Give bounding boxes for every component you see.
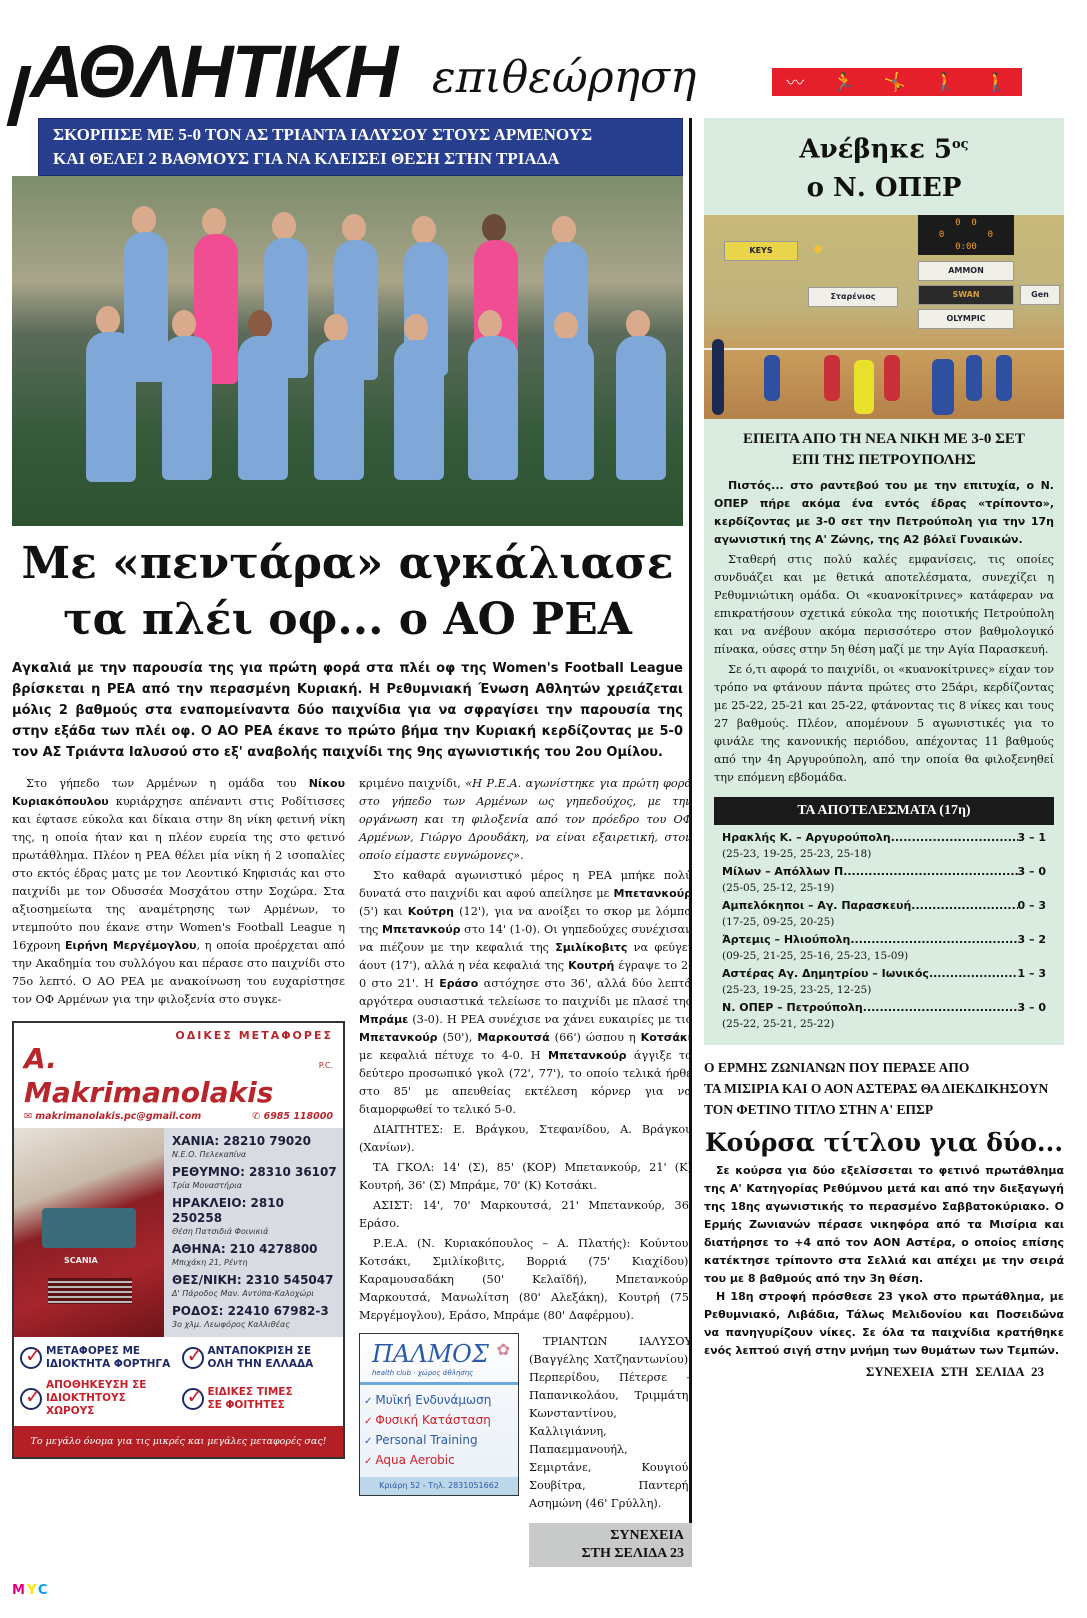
article-column-1-wrap bbox=[12, 775, 345, 1459]
gym-header bbox=[360, 1334, 518, 1385]
result-row bbox=[722, 999, 1046, 1016]
office-entry bbox=[172, 1165, 337, 1191]
check-icon: ✓ bbox=[364, 1396, 373, 1407]
truck-windshield bbox=[42, 1208, 136, 1248]
name-highlight: Κοτσάκι bbox=[640, 1031, 692, 1044]
volley-player bbox=[764, 355, 780, 401]
continued-label: ΣΥΝΕΧΕΙΑ bbox=[610, 1528, 684, 1543]
feature-line: ΑΝΤΑΠΟΚΡΙΣΗ ΣΕ bbox=[207, 1345, 312, 1357]
player bbox=[238, 336, 288, 480]
text-run: έγραψε το 2-0 στο 21'. Η bbox=[359, 959, 692, 990]
office-entry bbox=[172, 1242, 337, 1268]
article-paragraph bbox=[12, 775, 345, 1009]
dot-leader bbox=[891, 829, 1018, 846]
office-phone: ΡΟΔΟΣ: 22410 67982-3 bbox=[172, 1304, 329, 1318]
continued-box bbox=[529, 1523, 692, 1567]
text-run: κριμένο παιχνίδι, bbox=[359, 777, 466, 790]
result-score: 1 – 3 bbox=[1017, 966, 1046, 980]
player-head bbox=[96, 306, 120, 334]
text-run: άγγιξε το δεύτερο προσωπικό γκολ (72', 77'), το οποίο τελικά ήρθε στο 85' με απευθείας εκτέλεση κόρνερ για να διαμορφωθεί το τελικό 5-0. bbox=[359, 1049, 692, 1116]
result-sets: (25-23, 19-25, 23-25, 12-25) bbox=[722, 983, 872, 996]
feature-line: ΕΙΔΙΚΕΣ ΤΙΜΕΣ bbox=[207, 1385, 293, 1398]
result-score: 0 – 3 bbox=[1017, 898, 1046, 912]
text-run: κυριάρχησε απέναντι στις Ροδίτισσες και έφτασε εύκολα και δίκαια στην 8η νίκη φετινή νίκη της, η οποία ήταν και η πλέον ευρεία της στο φετινό πρωτάθλημα. Πλέον η ΡΕΑ θέλει μία νίκη ή 2 ισοπαλίες στο εκτός έδρας ματς με τον Λεοντικό Κηφισιάς και στο παιχνίδι με τον Οδυσσέα Μοσχάτου στην Σοχώρα. Στα αξιοσημείωτα της αναμέτρησης των Αρμένων, το ντεμπούτο που έκανε στην Women's Football League η 16χρονη bbox=[12, 795, 345, 952]
volley-player bbox=[996, 355, 1012, 401]
player-head bbox=[552, 216, 576, 244]
opponent-lineup-wrap bbox=[529, 1333, 692, 1567]
player-head bbox=[202, 208, 226, 236]
text-run: (66') ώσπου η bbox=[549, 1031, 641, 1044]
ad-transport[interactable] bbox=[12, 1021, 345, 1459]
ad-offices bbox=[164, 1128, 343, 1337]
dot-leader bbox=[847, 863, 1017, 880]
lede: Αγκαλιά με την παρουσία της για πρώτη φορά στα πλέι οφ της Women's Football League βρίσκεται η ΡΕΑ από την περασμένη Κυριακή. Η Ρεθυμνιακή Ένωση Αθλητών χρειάζεται μόλις 2 βαθμούς στα εναπομείναντα δύο παιχνίδια για να σφραγίσει την παρουσία της στην εξάδα των πλέι οφ. Ο ΑΟ ΡΕΑ έκανε το πρώτο βήμα την Κυριακή κερδίζοντας με 5-0 τον ΑΣ Τριάντα Ιαλυσού στο εξ' αναβολής παιχνίδι της 9ης αγωνιστικής του 2ου Ομίλου. bbox=[12, 661, 683, 760]
check-circle-icon bbox=[20, 1347, 42, 1369]
player-head bbox=[554, 312, 578, 340]
masthead-subtitle: επιθεώρηση bbox=[432, 52, 697, 103]
name-highlight: Μπετανκούρ bbox=[382, 923, 461, 936]
result-sets: (17-25, 09-25, 20-25) bbox=[722, 915, 835, 928]
result-teams: Άρτεμις – Ηλιούπολη bbox=[722, 932, 851, 946]
gym-services bbox=[360, 1385, 518, 1477]
email-icon: ✉ makrimanolakis.pc@gmail.com bbox=[24, 1111, 202, 1122]
gym-service bbox=[364, 1431, 514, 1451]
ad-features bbox=[14, 1337, 343, 1426]
opponent-lineup-text: ΤΡΙΑΝΤΩΝ ΙΑΛΥΣΟΥ (Βαγγέλης Χατζηαντωνίου): Περπερίδου, Πέτερσε – Παπανικολάου, Τριμμάτη, Κωνσταντίνου, Καλλιγιάννη, Παπαεμμανουήλ, Σεμιρτάνε, Κουγιού, Σουβίτρα, Παντερή, Ασημώνη (46' Γρύλλη). bbox=[529, 1335, 692, 1510]
player bbox=[544, 338, 594, 480]
masthead-accent bbox=[7, 66, 32, 126]
print-mark-yellow: Y bbox=[26, 1583, 38, 1598]
player-head bbox=[478, 310, 502, 338]
ad-brand-row bbox=[24, 1042, 333, 1110]
result-row bbox=[722, 897, 1046, 914]
result-teams: Αμπελόκηποι – Αγ. Παρασκευή bbox=[722, 898, 912, 912]
sidebar-box bbox=[704, 118, 1064, 1045]
volley-deck bbox=[704, 419, 1064, 477]
result-score: 3 – 2 bbox=[1017, 932, 1046, 946]
feature-item bbox=[182, 1345, 338, 1371]
headline-line: Με «πεντάρα» αγκάλιασε bbox=[21, 538, 674, 589]
article-paragraph: Σταθερή στις πολύ καλές εμφανίσεις, τις οποίες συνδυάζει και με θετικά αποτελέσματα, συνεχίζει η Ρεθυμνιώτικη ομάδα. Οι «κυανοκίτρινες» κατάφεραν να επικρατήσουν σχετικά εύκολα της ποιοτικής Πετρούπολη και να ανέβουν ακόμα περισσότερο στον βαθμολογικό πίνακα, ούσες στην 5η θέση μαζί με την Αγία Παρασκευή. bbox=[714, 552, 1054, 656]
football-title: Κούρσα τίτλου για δύο... bbox=[704, 1127, 1064, 1157]
player-head bbox=[172, 310, 196, 338]
print-mark-cyan: C bbox=[37, 1583, 50, 1598]
ad-tagline: ΟΔΙΚΕΣ ΜΕΤΑΦΟΡΕΣ bbox=[175, 1029, 333, 1042]
headline bbox=[12, 536, 683, 648]
result-teams: Αστέρας Αγ. Δημητρίου – Ιωνικός bbox=[722, 966, 929, 980]
player-head bbox=[272, 212, 296, 240]
player bbox=[162, 336, 212, 480]
player-head bbox=[412, 216, 436, 244]
feature-line: ΙΔΙΟΚΤΗΤΟΥΣ ΧΩΡΟΥΣ bbox=[46, 1392, 126, 1417]
name-highlight: Κουτρή bbox=[568, 959, 615, 972]
opponent-lineup bbox=[529, 1333, 692, 1513]
office-address: Δ' Πάροδος Μαν. Αντύπα-Καλοχώρι bbox=[172, 1289, 314, 1298]
football-deck-line: Ο ΕΡΜΗΣ ΖΩΝΙΑΝΩΝ ΠΟΥ ΠΕΡΑΣΕ ΑΠΟ bbox=[704, 1059, 970, 1075]
feature-line: ΜΕΤΑΦΟΡΕΣ ΜΕ bbox=[46, 1345, 141, 1357]
check-circle-icon bbox=[182, 1347, 204, 1369]
gym-service bbox=[364, 1391, 514, 1411]
result-teams: Μίλων – Απόλλων Π. bbox=[722, 864, 848, 878]
gym-service-label: Μυϊκή Ενδυνάμωση bbox=[375, 1393, 492, 1407]
article-paragraph: Σε ό,τι αφορά το παιχνίδι, οι «κυανοκίτρινες» είχαν τον τρόπο να φτάνουν πάντα πρώτες στο 25άρι, κερδίζοντας με 25-22, 25-21 και 25-22, φτάνοντας τις 8 νίκες και τους 27 βαθμούς. Πλέον, απομένουν 5 αγωνιστικές για το φινάλε της κανονικής περιόδου, απέχοντας 11 βαθμούς από την 4η Αργυρούπολη, από την οποία θα φιλοξενηθεί την επόμενη εβδομάδα. bbox=[714, 662, 1054, 784]
text-run: (12'), για να ανοίξει το σκορ με λόμπα της bbox=[359, 905, 692, 936]
dot-leader bbox=[850, 931, 1017, 948]
feature-text bbox=[208, 1386, 293, 1412]
result-row bbox=[722, 863, 1046, 880]
gym-service bbox=[364, 1451, 514, 1471]
truck-grill bbox=[48, 1278, 132, 1304]
office-entry bbox=[172, 1273, 337, 1299]
football-deck bbox=[704, 1057, 1064, 1120]
check-icon: ✓ bbox=[364, 1416, 373, 1427]
check-circle-icon bbox=[182, 1388, 204, 1410]
team-photo bbox=[12, 176, 683, 526]
volley-title-line: ο Ν. ΟΠΕΡ bbox=[806, 172, 962, 203]
goals: ΤΑ ΓΚΟΛ: 14' (Σ), 85' (ΚΟΡ) Μπετανκούρ, 21' (Κ) Κουτρή, 36' (Σ) Μπράμε, 70' (Κ) Κοτσάκι. bbox=[359, 1161, 692, 1192]
volley-title-line bbox=[704, 126, 1064, 169]
volley-photo bbox=[704, 215, 1064, 419]
player-head bbox=[342, 214, 366, 242]
football-deck-line: ΤΑ ΜΙΣΙΡΙΑ ΚΑΙ Ο ΑΟΝ ΑΣΤΕΡΑΣ ΘΑ ΔΙΕΚΔΙΚΗΣΟΥΝ bbox=[704, 1080, 1049, 1096]
check-icon: ✓ bbox=[364, 1436, 373, 1447]
ad-brand-suffix: P.C. bbox=[318, 1061, 333, 1070]
feature-item bbox=[20, 1345, 176, 1371]
result-sets: (25-05, 25-12, 25-19) bbox=[722, 881, 835, 894]
result-score: 3 – 0 bbox=[1017, 1000, 1046, 1014]
result-sets: (25-22, 25-21, 25-22) bbox=[722, 1017, 835, 1030]
volleyball-net bbox=[704, 348, 1064, 350]
athlete-icon: 🚶 bbox=[985, 71, 1008, 93]
volley-player bbox=[884, 355, 900, 401]
results-header: ΤΑ ΑΠΟΤΕΛΕΣΜΑΤΑ (17η) bbox=[714, 797, 1054, 825]
result-teams: Ηρακλής Κ. – Αργυρούπολη bbox=[722, 830, 891, 844]
photo-block bbox=[12, 118, 683, 526]
player-head bbox=[626, 310, 650, 338]
feature-line: ΟΛΗ ΤΗΝ ΕΛΛΑΔΑ bbox=[207, 1358, 314, 1370]
coach bbox=[712, 339, 724, 415]
football-deck-line: ΤΟΝ ΦΕΤΙΝΟ ΤΙΤΛΟ ΣΤΗΝ Α' ΕΠΣΡ bbox=[704, 1101, 934, 1117]
name-highlight: Μπράμε bbox=[359, 1013, 409, 1026]
gym-name: ΠΑΛΜΟΣ bbox=[372, 1340, 489, 1368]
office-address: Τρία Μοναστήρια bbox=[172, 1181, 243, 1190]
feature-line: ΑΠΟΘΗΚΕΥΣΗ ΣΕ bbox=[46, 1379, 147, 1391]
photo-banner bbox=[38, 118, 683, 176]
volley-title bbox=[704, 118, 1064, 215]
office-phone: ΗΡΑΚΛΕΙΟ: 2810 250258 bbox=[172, 1196, 284, 1225]
player-head bbox=[132, 206, 156, 234]
gym-service bbox=[364, 1411, 514, 1431]
page-columns bbox=[12, 118, 1075, 1567]
office-address: Μπιχάκη 21, Ρέντη bbox=[172, 1258, 248, 1267]
name-highlight: Μπετανκούρ bbox=[359, 1031, 438, 1044]
swimmer-icon: 〰 bbox=[786, 73, 805, 94]
volley-title-sup: ος bbox=[952, 137, 969, 152]
player-head bbox=[482, 214, 506, 242]
ad-middle-panel bbox=[14, 1128, 343, 1337]
ad-slogan: Το μεγάλο όνομα για τις μικρές και μεγάλες μεταφορές σας! bbox=[14, 1426, 343, 1457]
runner-icon: 🏃 bbox=[832, 71, 856, 93]
rea-lineup: Ρ.Ε.Α. (Ν. Κυριακόπουλος – Α. Πλατής): Κούντου, Κοτσάκι, Σμιλίκοβιτς, Βορριά (75' Κιαχίδου), Καραμουσαδάκη (50' Κελαϊδή), Μπετανκούρ, Μαρκουτσά, Μανωλίτση (80' Αλεξάκη), Κουτρή (75' Μεργέμογλου), Εράσο, Μπράμε (80' Δαφέρμου). bbox=[359, 1237, 692, 1322]
article-column-1 bbox=[12, 775, 345, 1009]
masthead-title: ΑΘΛΗΤΙΚΗ bbox=[30, 30, 397, 113]
office-phone: ΡΕΘΥΜΝΟ: 28310 36107 bbox=[172, 1165, 337, 1179]
article-body bbox=[12, 775, 693, 1567]
article-paragraph: Σε κούρσα για δύο εξελίσσεται το φετινό πρωτάθλημα της Α' Κατηγορίας Ρεθύμνου μετά και από την διεξαγωγή της 18ης αγωνιστικής το περασμένο Σαββατοκύριακο. Ο Ερμής Ζωνιανών πέρασε νικηφόρα από τα Μισίρια και διατήρησε το +4 από τον ΑΟΝ Αστέρα, ο οποίος επίσης κατέκτησε τρίποντο στα Σελλιά και απέχει με την σειρά του με 8 βαθμούς από την 3η θέση. bbox=[704, 1163, 1064, 1285]
volleyball-icon bbox=[814, 245, 822, 253]
volley-player bbox=[966, 355, 982, 401]
truck-label: SCANIA bbox=[64, 1256, 98, 1265]
ad-brand: A. Makrimanolakis bbox=[24, 1042, 274, 1109]
feature-line: ΣΕ ΦΟΙΤΗΤΕΣ bbox=[207, 1398, 285, 1411]
feature-text bbox=[46, 1379, 176, 1418]
result-score: 3 – 1 bbox=[1017, 830, 1046, 844]
text-run: να φεύγει άουτ (17'), αλλά η νέα κεφαλιά της bbox=[359, 941, 692, 972]
ad-header bbox=[14, 1023, 343, 1128]
arena-banner: Σταρένιος bbox=[808, 287, 898, 307]
office-phone: ΑΘΗΝΑ: 210 4278800 bbox=[172, 1242, 318, 1256]
football-body bbox=[704, 1162, 1064, 1360]
article-column-2-wrap bbox=[359, 775, 692, 1567]
volley-player bbox=[824, 355, 840, 401]
gym-service-label: Φυσική Κατάσταση bbox=[375, 1413, 491, 1427]
ad-email: makrimanolakis.pc@gmail.com bbox=[35, 1111, 202, 1122]
feature-text bbox=[46, 1345, 170, 1371]
text-run: με κεφαλιά πέτυχε το 4-0. Η bbox=[359, 1049, 548, 1062]
result-row bbox=[722, 931, 1046, 948]
office-address: Θέση Πατσιδιά Φοινικιά bbox=[172, 1227, 269, 1236]
assists: ΑΣΙΣΤ: 14', 70' Μαρκουτσά, 21' Μπετανκούρ, 36' Εράσο. bbox=[359, 1199, 692, 1230]
gym-contact: Κριάρη 52 - Τηλ. 2831051662 bbox=[360, 1477, 518, 1495]
office-entry bbox=[172, 1304, 337, 1330]
result-row bbox=[722, 829, 1046, 846]
dot-leader bbox=[911, 897, 1017, 914]
text-run: (50'), bbox=[437, 1031, 478, 1044]
article-paragraph: Η 18η στροφή πρόσθεσε 23 γκολ στο πρωτάθλημα, με Ρεθυμνιακό, Λιβάδια, Τάλως Μελιδονίου και Ποσειδώνα να πανηγυρίζουν νίκες. Σε όλα τα παιχνίδια κρατήθηκε ενός λεπτού σιγή στην μνήμη των θυμάτων των Τεμπών. bbox=[704, 1289, 1064, 1357]
print-color-marks bbox=[12, 1583, 1075, 1598]
text-run: (3-0). Η ΡΕΑ συνέχισε να χάνει ευκαιρίες με τις bbox=[408, 1013, 692, 1026]
text-run: στο 14' (1-0). Οι γηπεδούχες συνέχισαν να πιέζουν με την κεφαλιά της bbox=[359, 923, 693, 954]
dot-leader bbox=[929, 965, 1018, 982]
check-icon: ✓ bbox=[364, 1456, 373, 1467]
name-highlight: Μπετανκούρ bbox=[613, 887, 692, 900]
masthead-sports-bar bbox=[772, 68, 1022, 96]
player-head bbox=[324, 314, 348, 342]
gym-service-label: Aqua Aerobic bbox=[375, 1453, 455, 1467]
feature-item bbox=[182, 1379, 338, 1418]
feature-text bbox=[208, 1345, 314, 1371]
volley-player bbox=[854, 360, 874, 414]
volley-deck-line: ΕΠΙ ΤΗΣ ΠΕΤΡΟΥΠΟΛΗΣ bbox=[792, 451, 976, 468]
office-address: 3ο χλμ. Λεωφόρος Καλλιθέας bbox=[172, 1320, 290, 1329]
name-highlight: Μαρκουτσά bbox=[477, 1031, 550, 1044]
photo-banner-line: ΚΑΙ ΘΕΛΕΙ 2 ΒΑΘΜΟΥΣ ΓΙΑ ΝΑ ΚΛΕΙΣΕΙ ΘΕΣΗ ΣΤΗΝ ΤΡΙΑΔΑ bbox=[53, 149, 560, 168]
player bbox=[616, 336, 666, 480]
player bbox=[314, 340, 364, 480]
arena-banner: SWAN bbox=[918, 285, 1014, 305]
player bbox=[86, 332, 136, 482]
office-entry bbox=[172, 1134, 337, 1160]
player-head bbox=[404, 314, 428, 342]
name-highlight: Μπετανκούρ bbox=[548, 1049, 627, 1062]
name-highlight: Εράσο bbox=[439, 977, 479, 990]
print-mark-magenta: M bbox=[12, 1583, 27, 1598]
quote: «Η Ρ.Ε.Α. αγωνίστηκε για πρώτη φορά στο γήπεδο των Αρμένων ως γηπεδούχος, με την οργάνωση και τη φιλοξενία από τον πρόεδρο του ΟΦ Αρμένων, Γιώργο Δρουδάκη, να είναι εξαιρετική, στον οποίο είμαστε ευγνώμονες». bbox=[359, 777, 692, 862]
flower-icon: ✿ bbox=[496, 1340, 510, 1359]
gym-service-label: Personal Training bbox=[375, 1433, 478, 1447]
office-address: Ν.Ε.Ο. Πελεκαπίνα bbox=[172, 1150, 247, 1159]
office-entry bbox=[172, 1196, 337, 1237]
volley-body bbox=[704, 477, 1064, 787]
office-phone: ΧΑΝΙΑ: 28210 79020 bbox=[172, 1134, 311, 1148]
referees: ΔΙΑΙΤΗΤΕΣ: Ε. Βράγκου, Στεφανίδου, Α. Βράγκου (Χανίων). bbox=[359, 1123, 692, 1154]
sidebar-column bbox=[704, 118, 1064, 1380]
jumper-icon: 🤸 bbox=[883, 71, 906, 93]
text-run: αστόχησε στο 36', αλλά δύο λεπτά αργότερα ουσιαστικά τελείωσε το παιχνίδι με πλασέ της bbox=[359, 977, 692, 1008]
volley-intro: Πιστός... στο ραντεβού του με την επιτυχία, ο Ν. ΟΠΕΡ πήρε ακόμα ένα εντός έδρας «τρίποντο», κερδίζοντας με 3-0 σετ την Πετρούπολη για την 17η αγωνιστική της Α' Ζώνης, της Α2 βόλεϊ Γυναικών. bbox=[714, 478, 1054, 546]
text-run: Στο γήπεδο των Αρμένων η ομάδα του bbox=[26, 777, 309, 790]
ad-phone: 6985 118000 bbox=[263, 1111, 333, 1122]
continued-page: ΣΤΗ ΣΕΛΙΔΑ 23 bbox=[581, 1546, 684, 1561]
result-score: 3 – 0 bbox=[1017, 864, 1046, 878]
result-row bbox=[722, 965, 1046, 982]
scoreboard-points: 0 0 bbox=[938, 229, 994, 240]
text-run: (5') και bbox=[359, 905, 408, 918]
check-circle-icon bbox=[20, 1388, 42, 1410]
text-run: Στο καθαρά αγωνιστικό μέρος η ΡΕΑ μπήκε πολύ δυνατά στο παιχνίδι και αφού απείλησε με bbox=[359, 869, 692, 900]
scoreboard-sets: 0 0 bbox=[955, 217, 977, 228]
office-phone: ΘΕΣ/ΝΙΚΗ: 2310 545047 bbox=[172, 1273, 334, 1287]
scoreboard bbox=[918, 215, 1014, 255]
photo-banner-line: ΣΚΟΡΠΙΣΕ ΜΕ 5-0 ΤΟΝ ΑΣ ΤΡΙΑΝΤΑ ΙΑΛΥΣΟΥ ΣΤΟΥΣ ΑΡΜΕΝΟΥΣ bbox=[53, 125, 593, 144]
volley-deck-line: ΕΠΕΙΤΑ ΑΠΟ ΤΗ ΝΕΑ ΝΙΚΗ ΜΕ 3-0 ΣΕΤ bbox=[743, 430, 1025, 447]
player bbox=[468, 336, 518, 480]
arena-banner: AMMON bbox=[918, 261, 1014, 281]
main-column bbox=[12, 118, 692, 1567]
ad-and-lineup-row bbox=[359, 1333, 692, 1567]
result-teams: Ν. ΟΠΕΡ – Πετρούπολη bbox=[722, 1000, 863, 1014]
article-paragraph bbox=[359, 775, 692, 865]
name-highlight: Ειρήνη Μεργέμογλου bbox=[65, 939, 197, 952]
ad-gym[interactable] bbox=[359, 1333, 519, 1496]
article-column-2 bbox=[359, 775, 692, 1325]
result-sets: (09-25, 21-25, 25-16, 25-23, 15-09) bbox=[722, 949, 909, 962]
player-head bbox=[248, 310, 272, 338]
name-highlight: Κούτρη bbox=[407, 905, 454, 918]
truck-image bbox=[14, 1128, 164, 1337]
phone-icon: ✆ 6985 118000 bbox=[252, 1111, 333, 1122]
feature-item bbox=[20, 1379, 176, 1418]
ad-contact bbox=[24, 1110, 333, 1124]
result-sets: (25-23, 19-25, 25-23, 25-18) bbox=[722, 847, 872, 860]
arena-banner: KEYS bbox=[724, 241, 798, 261]
results-list bbox=[704, 829, 1064, 1033]
continued-label: ΣΥΝΕΧΕΙΑ ΣΤΗ ΣΕΛΙΔΑ 23 bbox=[865, 1363, 1044, 1379]
headline-line: τα πλέι οφ... ο ΑΟ ΡΕΑ bbox=[63, 594, 632, 645]
masthead bbox=[12, 28, 1075, 118]
name-highlight: Σμιλίκοβιτς bbox=[555, 941, 628, 954]
arena-banner: Gen bbox=[1020, 285, 1060, 305]
gym-subtitle: health club · χώρος άθλησης bbox=[372, 1369, 474, 1377]
dot-leader bbox=[863, 999, 1018, 1016]
volley-player bbox=[932, 359, 954, 415]
player bbox=[394, 340, 444, 480]
athlete-icon: 🚶 bbox=[934, 71, 957, 93]
text-run: , η οποία προέρχεται από την Ακαδημία του συλλόγου και πέρασε στο παιχνίδι στο 75ο λεπτό. Ο ΑΟ ΡΕΑ με ανακοίνωση του ευχαρίστησε τον ΟΦ Αρμένων για την φιλοξενία στο συγκε- bbox=[12, 939, 346, 1006]
volley-title-text: Ανέβηκε 5 bbox=[799, 134, 953, 165]
feature-line: ΙΔΙΟΚΤΗΤΑ ΦΟΡΤΗΓΑ bbox=[46, 1358, 171, 1370]
name-highlight: Νίκου Κυριακόπουλου bbox=[12, 777, 345, 808]
article-paragraph bbox=[359, 867, 692, 1119]
scoreboard-time: 0:00 bbox=[955, 241, 977, 252]
arena-banner: OLYMPIC bbox=[918, 309, 1014, 329]
